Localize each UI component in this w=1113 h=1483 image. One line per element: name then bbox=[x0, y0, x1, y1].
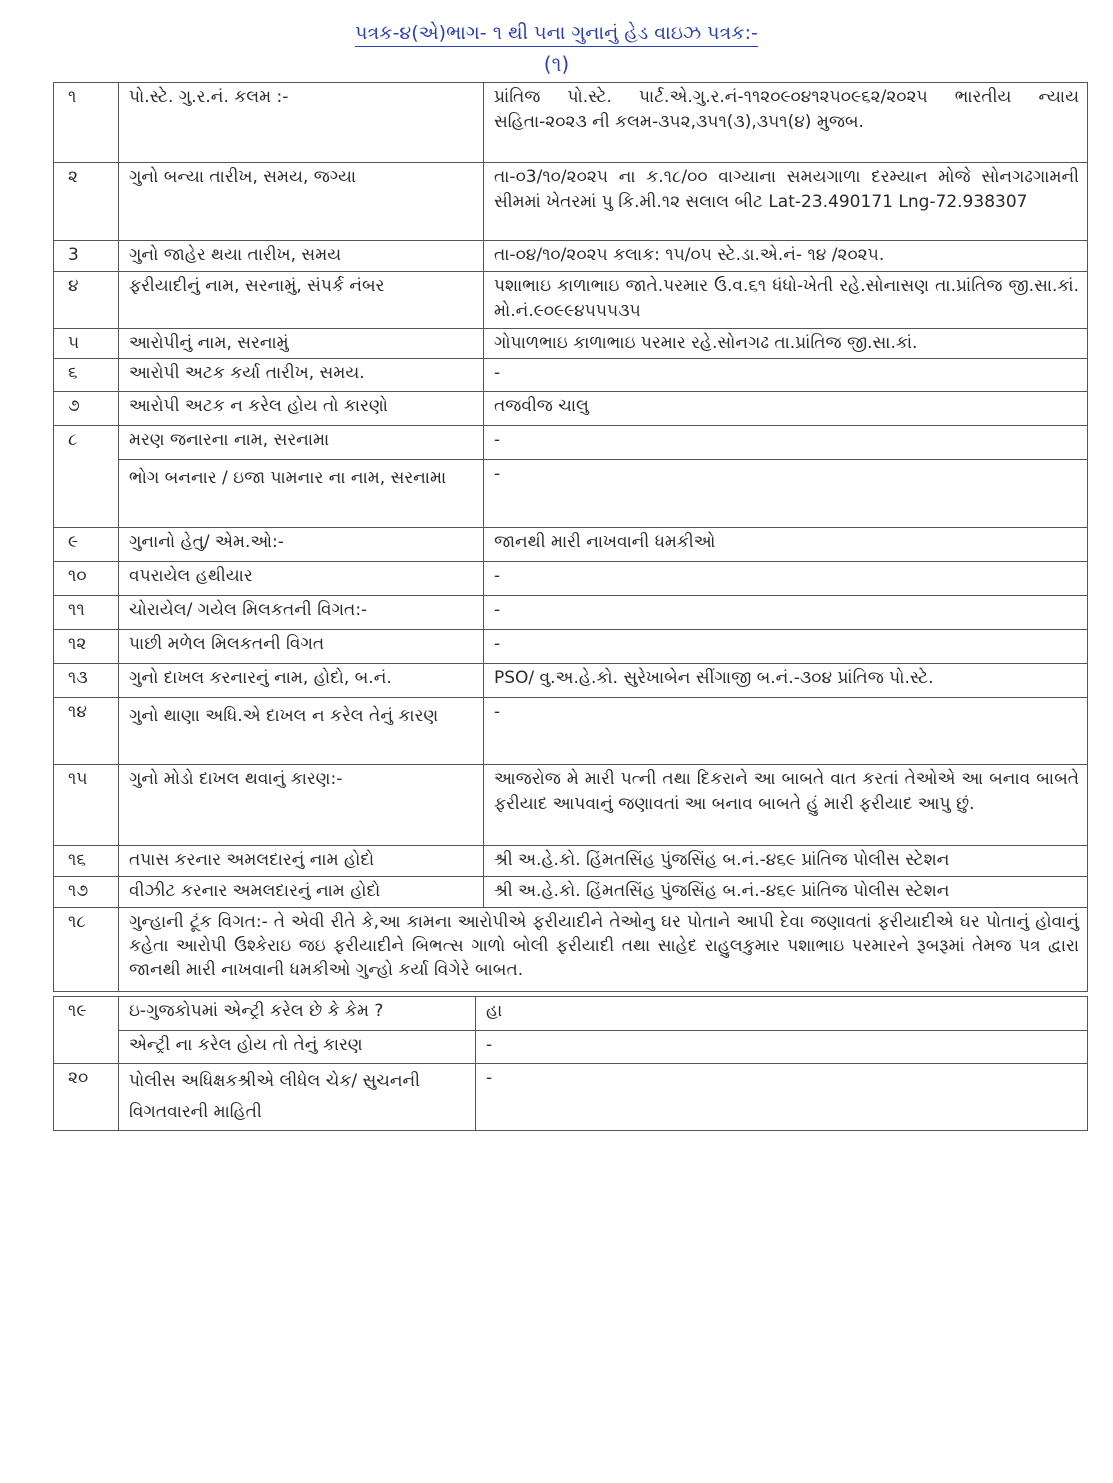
page-subtitle: (૧) bbox=[543, 52, 570, 76]
row-number: ૧૮ bbox=[54, 908, 119, 992]
table-row bbox=[54, 163, 1088, 241]
row-value: જાનથી મારી નાખવાની ધમકીઓ bbox=[484, 528, 1088, 562]
row-number: ૨ bbox=[54, 163, 119, 241]
table-row bbox=[54, 528, 1088, 562]
table-row bbox=[54, 1031, 1088, 1064]
row-value: પશાભાઇ કાળાભાઇ જાતે.પરમાર ઉ.વ.૬૧ ધંધો-ખેતી રહે.સોનાસણ તા.પ્રાંતિજ જી.સા.કાં. મો.નં.૯૦૯૯૪૫૫૫૩૫ bbox=[484, 272, 1088, 329]
row-number: ૫ bbox=[54, 329, 119, 359]
row-label: આરોપી અટક ન કરેલ હોય તો કારણો bbox=[119, 392, 484, 426]
table-row bbox=[54, 272, 1088, 329]
row-value: PSO/ વુ.અ.હે.કો. સુરેખાબેન સીંગાજી બ.નં.-૩૦૪ પ્રાંતિજ પો.સ્ટે. bbox=[484, 664, 1088, 698]
table-row bbox=[54, 664, 1088, 698]
row-number: ૯ bbox=[54, 528, 119, 562]
row-label: ગુનો મોડો દાખલ થવાનું કારણ:- bbox=[119, 765, 484, 846]
table-row bbox=[54, 698, 1088, 765]
row-value: - bbox=[476, 1064, 1088, 1131]
row-value: - bbox=[484, 698, 1088, 765]
row-label: ગુનો થાણા અધિ.એ દાખલ ન કરેલ તેનું કારણ bbox=[119, 698, 484, 765]
row-value: - bbox=[484, 426, 1088, 460]
row-label: એન્ટ્રી ના કરેલ હોય તો તેનું કારણ bbox=[119, 1031, 476, 1064]
table-row bbox=[54, 846, 1088, 877]
row-value: શ્રી અ.હે.કો. હિંમતસિંહ પુંજસિંહ બ.નં.-૪૬૯ પ્રાંતિજ પોલીસ સ્ટેશન bbox=[484, 846, 1088, 877]
row-label: ભોગ બનનાર / ઇજા પામનાર ના નામ, સરનામા bbox=[119, 460, 484, 528]
row-label: ગુનો બન્યા તારીખ, સમય, જગ્યા bbox=[119, 163, 484, 241]
summary-row bbox=[54, 908, 1088, 992]
row-label: ફરીયાદીનું નામ, સરનામું, સંપર્ક નંબર bbox=[119, 272, 484, 329]
row-label: આરોપીનું નામ, સરનામું bbox=[119, 329, 484, 359]
row-label: તપાસ કરનાર અમલદારનું નામ હોદો bbox=[119, 846, 484, 877]
row-label: પો.સ્ટે. ગુ.ર.નં. કલમ :- bbox=[119, 83, 484, 163]
row-number: ૧૩ bbox=[54, 664, 119, 698]
table-row bbox=[54, 765, 1088, 846]
row-value: ગોપાળભાઇ કાળાભાઇ પરમાર રહે.સોનગઢ તા.પ્રાંતિજ જી.સા.કાં. bbox=[484, 329, 1088, 359]
table-row bbox=[54, 1064, 1088, 1131]
row-number: ૧૭ bbox=[54, 877, 119, 908]
row-value: તા-૦3/૧૦/૨૦૨૫ ના ક.૧૮/૦૦ વાગ્યાના સમયગાળા દરમ્યાન મોજે સોનગઢગામની સીમમાં ખેતરમાં પુ કિ.મી.૧૨ સલાલ બીટ Lat-23.490171 Lng-72.938307 bbox=[484, 163, 1088, 241]
row-label: વપરાયેલ હથીયાર bbox=[119, 562, 484, 596]
row-label: પાછી મળેલ મિલકતની વિગત bbox=[119, 630, 484, 664]
row-number: ૪ bbox=[54, 272, 119, 329]
row-value: શ્રી અ.હે.કો. હિંમતસિંહ પુંજસિંહ બ.નં.-૪૬૯ પ્રાંતિજ પોલીસ સ્ટેશન bbox=[484, 877, 1088, 908]
table-row bbox=[54, 630, 1088, 664]
row-number: ૧૧ bbox=[54, 596, 119, 630]
crime-details-table bbox=[53, 82, 1088, 992]
row-value: - bbox=[484, 359, 1088, 392]
row-label: મરણ જનારના નામ, સરનામા bbox=[119, 426, 484, 460]
row-label: ગુનો જાહેર થયા તારીખ, સમય bbox=[119, 241, 484, 272]
row-label: ઇ-ગુજકોપમાં એન્ટ્રી કરેલ છે કે કેમ ? bbox=[119, 997, 476, 1031]
row-number: ૧૫ bbox=[54, 765, 119, 846]
page-title bbox=[0, 22, 1113, 44]
row-value: - bbox=[484, 596, 1088, 630]
page-title-text: પત્રક-૪(એ)ભાગ- ૧ થી ૫ના ગુનાનું હેડ વાઇઝ પત્રક:- bbox=[355, 22, 758, 47]
row-label: ગુનાનો હેતુ/ એમ.ઓ:- bbox=[119, 528, 484, 562]
table-row bbox=[54, 83, 1088, 163]
summary-text: ગુન્હાની ટૂંક વિગત:- તે એવી રીતે કે,આ કામના આરોપીએ ફરીયાદીને તેઓનુ ઘર પોતાને આપી દેવા જણાવતાં ફરીયાદીએ ઘર પોતાનું હોવાનું કહેતા આરોપી ઉશ્કેરાઇ જઇ ફરીયાદીને બિભત્સ ગાળો બોલી ફરીયાદી તથા સાહેદ રાહુલકુમાર પશાભાઇ પરમારને રૂબરૂમાં તેમજ પત્ર દ્વારા જાનથી મારી નાખવાની ધમકીઓ ગુન્હો કર્યા વિગેરે બાબત. bbox=[119, 908, 1088, 992]
row-number: ૧૯ bbox=[54, 997, 119, 1064]
table-row bbox=[54, 596, 1088, 630]
row-label: વીઝીટ કરનાર અમલદારનું નામ હોદો bbox=[119, 877, 484, 908]
row-number: ૨૦ bbox=[54, 1064, 119, 1131]
row-label: આરોપી અટક કર્યા તારીખ, સમય. bbox=[119, 359, 484, 392]
row-value: તજવીજ ચાલુ bbox=[484, 392, 1088, 426]
row-number: ૧૦ bbox=[54, 562, 119, 596]
entry-details-table bbox=[53, 996, 1088, 1131]
table-row bbox=[54, 562, 1088, 596]
row-number: ૧૬ bbox=[54, 846, 119, 877]
row-value: - bbox=[484, 630, 1088, 664]
table-row bbox=[54, 426, 1088, 460]
row-label: ગુનો દાખલ કરનારનું નામ, હોદો, બ.નં. bbox=[119, 664, 484, 698]
row-value: પ્રાંતિજ પો.સ્ટે. પાર્ટ.એ.ગુ.ર.નં-૧૧૨૦૯૦૪૧૨૫૦૯૬૨/૨૦૨૫ ભારતીય ન્યાય સહિતા-૨૦૨૩ ની કલમ-૩૫૨,૩૫૧(૩),૩૫૧(૪) મુજબ. bbox=[484, 83, 1088, 163]
table-row bbox=[54, 241, 1088, 272]
table-row bbox=[54, 877, 1088, 908]
row-label: ચોરાયેલ/ ગયેલ મિલકતની વિગત:- bbox=[119, 596, 484, 630]
row-value: હા bbox=[476, 997, 1088, 1031]
row-number: ૧૪ bbox=[54, 698, 119, 765]
table-row bbox=[54, 997, 1088, 1031]
row-label: પોલીસ અધિક્ષકશ્રીએ લીધેલ ચેક/ સુચનની વિગતવારની માહિતી bbox=[119, 1064, 476, 1131]
row-number: ૧ bbox=[54, 83, 119, 163]
row-value: - bbox=[476, 1031, 1088, 1064]
table-row bbox=[54, 329, 1088, 359]
row-number: ૬ bbox=[54, 359, 119, 392]
row-value: તા-૦૪/૧૦/૨૦૨૫ કલાક: ૧૫/૦૫ સ્ટે.ડા.એ.નં- ૧૪ /૨૦૨૫. bbox=[484, 241, 1088, 272]
row-value: - bbox=[484, 460, 1088, 528]
row-number: ૧૨ bbox=[54, 630, 119, 664]
table-row bbox=[54, 460, 1088, 528]
table-row bbox=[54, 359, 1088, 392]
row-value: - bbox=[484, 562, 1088, 596]
row-number: ૭ bbox=[54, 392, 119, 426]
row-value: આજરોજ મે મારી પત્ની તથા દિકરાને આ બાબતે વાત કરતાં તેઓએ આ બનાવ બાબતે ફરીયાદ આપવાનું જણાવતાં આ બનાવ બાબતે હું મારી ફરીયાદ આપુ છું. bbox=[484, 765, 1088, 846]
table-row bbox=[54, 392, 1088, 426]
row-number: ૮ bbox=[54, 426, 119, 528]
row-number: 3 bbox=[54, 241, 119, 272]
